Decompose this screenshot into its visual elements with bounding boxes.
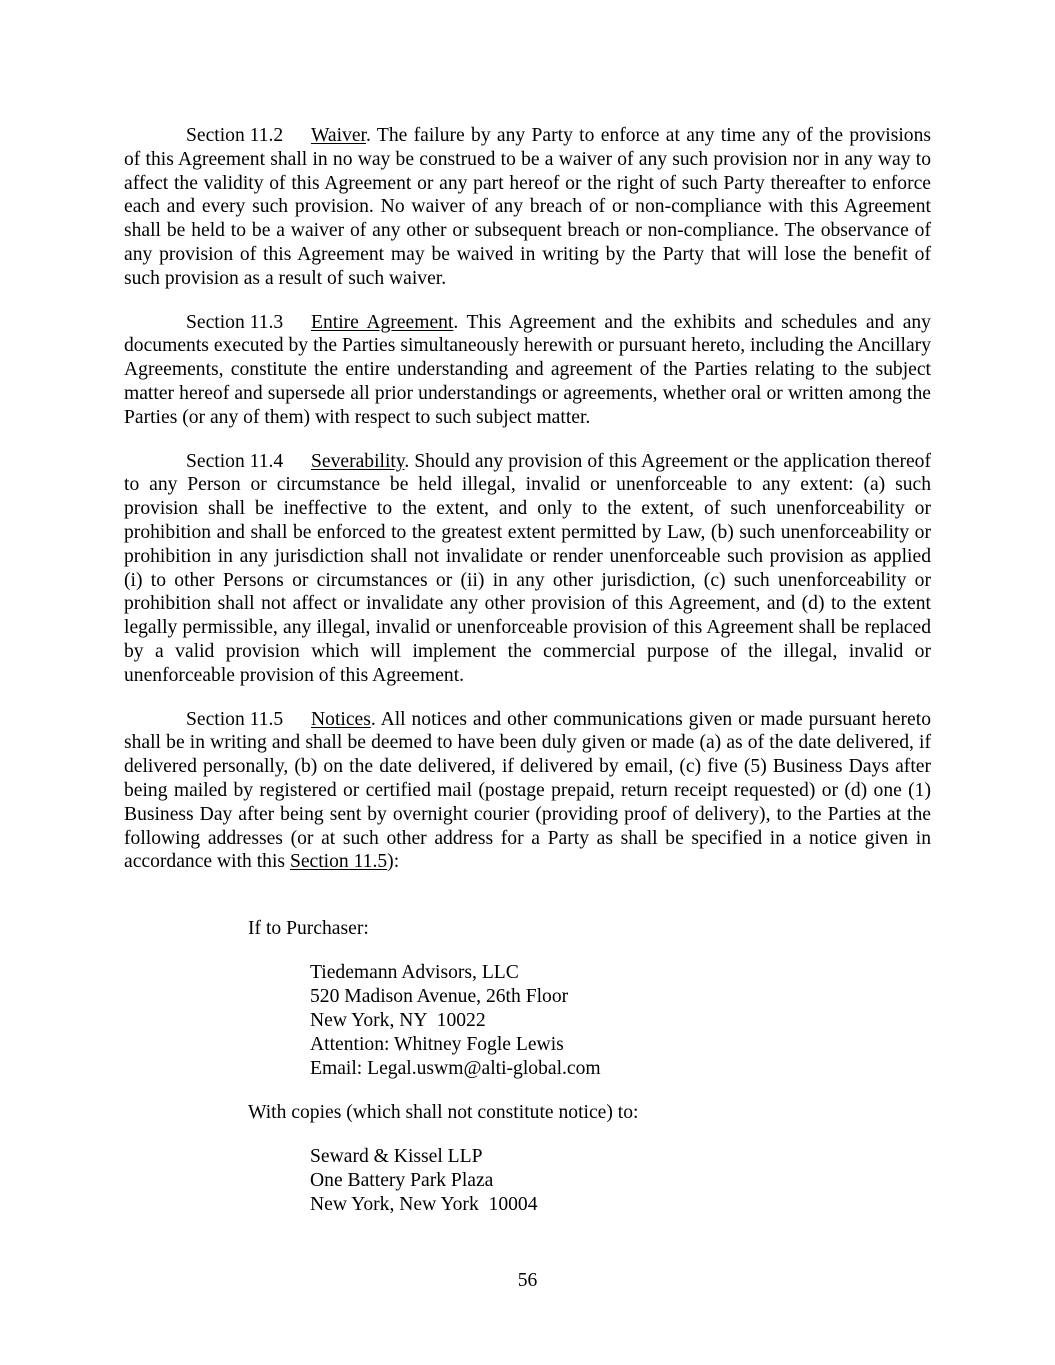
address-line: Seward & Kissel LLP (310, 1146, 483, 1168)
section-number: Section 11.2 (186, 125, 284, 146)
section-11-2 (124, 124, 931, 291)
purchaser-notice-label: If to Purchaser: (248, 918, 369, 940)
section-body: . This Agreement and the exhibits and schedules and any documents executed by the Parties simultaneously herewith or pursuant hereto, including the Ancillary Agreements, constitute the entire understanding and agreement of the Parties relating to the subject matter hereof and supersede all prior understandings or agreements, whether oral or written among the Parties (or any of them) with respect to such subject matter. (124, 311, 931, 428)
section-body: . The failure by any Party to enforce at any time any of the provisions of this Agreement shall in no way be construed to be a waiver of any such provision nor in any way to affect the validity of this Agreement or any part hereof or the right of such Party thereafter to enforce each and every such provision. No waiver of any breach of or non-compliance with this Agreement shall be held to be a waiver of any other or subsequent breach or non-compliance. The observance of any provision of this Agreement may be waived in writing by the Party that will lose the benefit of such provision as a result of such waiver. (124, 125, 931, 289)
section-number: Section 11.4 (186, 450, 284, 472)
copies-notice-label: With copies (which shall not constitute notice) to: (248, 1102, 639, 1124)
address-line: 520 Madison Avenue, 26th Floor (310, 986, 569, 1008)
page-number: 56 (517, 1270, 538, 1291)
section-11-5 (124, 708, 931, 875)
section-body-end: ): (387, 851, 400, 873)
email-line: Email: Legal.uswm@alti-global.com (310, 1058, 601, 1080)
section-number: Section 11.3 (186, 311, 284, 333)
document-page (124, 124, 931, 1237)
section-body: . All notices and other communications given or made pursuant hereto shall be in writing and shall be deemed to have been duly given or made (a) as of the date delivered, if delivered personally, (b) on the date delivered, if delivered by email, (c) five (5) Business Days after being mailed by registered or certified mail (postage prepaid, return receipt requested) or (d) one (1) Business Day after being sent by overnight courier (providing proof of delivery), to the Parties at the following addresses (or at such other address for a Party as shall be specified in a notice given in accordance with this (124, 708, 931, 873)
copies-address-block (310, 1145, 931, 1217)
section-cross-reference: Section 11.5 (289, 851, 388, 873)
address-line: Tiedemann Advisors, LLC (310, 962, 519, 984)
section-body: . Should any provision of this Agreement or the application thereof to any Person or circumstance be held illegal, invalid or unenforceable to any extent: (a) such provision shall be ineffective to the extent, and only to the extent, of such unenforceability or prohibition and shall be enforced to the greatest extent permitted by Law, (b) such unenforceability or prohibition in any jurisdiction shall not invalidate or render unenforceable such provision as applied (i) to other Persons or circumstances or (ii) in any other jurisdiction, (c) such unenforceability or prohibition shall not affect or invalidate any other provision of this Agreement, and (d) to the extent legally permissible, any illegal, invalid or unenforceable provision of this Agreement shall be replaced by a valid provision which will implement the commercial purpose of the illegal, invalid or unenforceable provision of this Agreement. (124, 450, 931, 686)
address-line: One Battery Park Plaza (310, 1170, 494, 1192)
address-line: New York, NY 10022 (310, 1010, 486, 1032)
section-heading: Waiver (311, 125, 367, 146)
section-heading: Severability (311, 450, 405, 472)
section-heading: Notices (311, 708, 371, 730)
section-heading: Entire Agreement (311, 311, 454, 333)
address-line: New York, New York 10004 (310, 1194, 538, 1216)
section-11-3 (124, 311, 931, 430)
section-11-4 (124, 450, 931, 688)
attention-line: Attention: Whitney Fogle Lewis (310, 1034, 564, 1056)
section-number: Section 11.5 (186, 708, 284, 730)
purchaser-address-block (310, 961, 931, 1081)
